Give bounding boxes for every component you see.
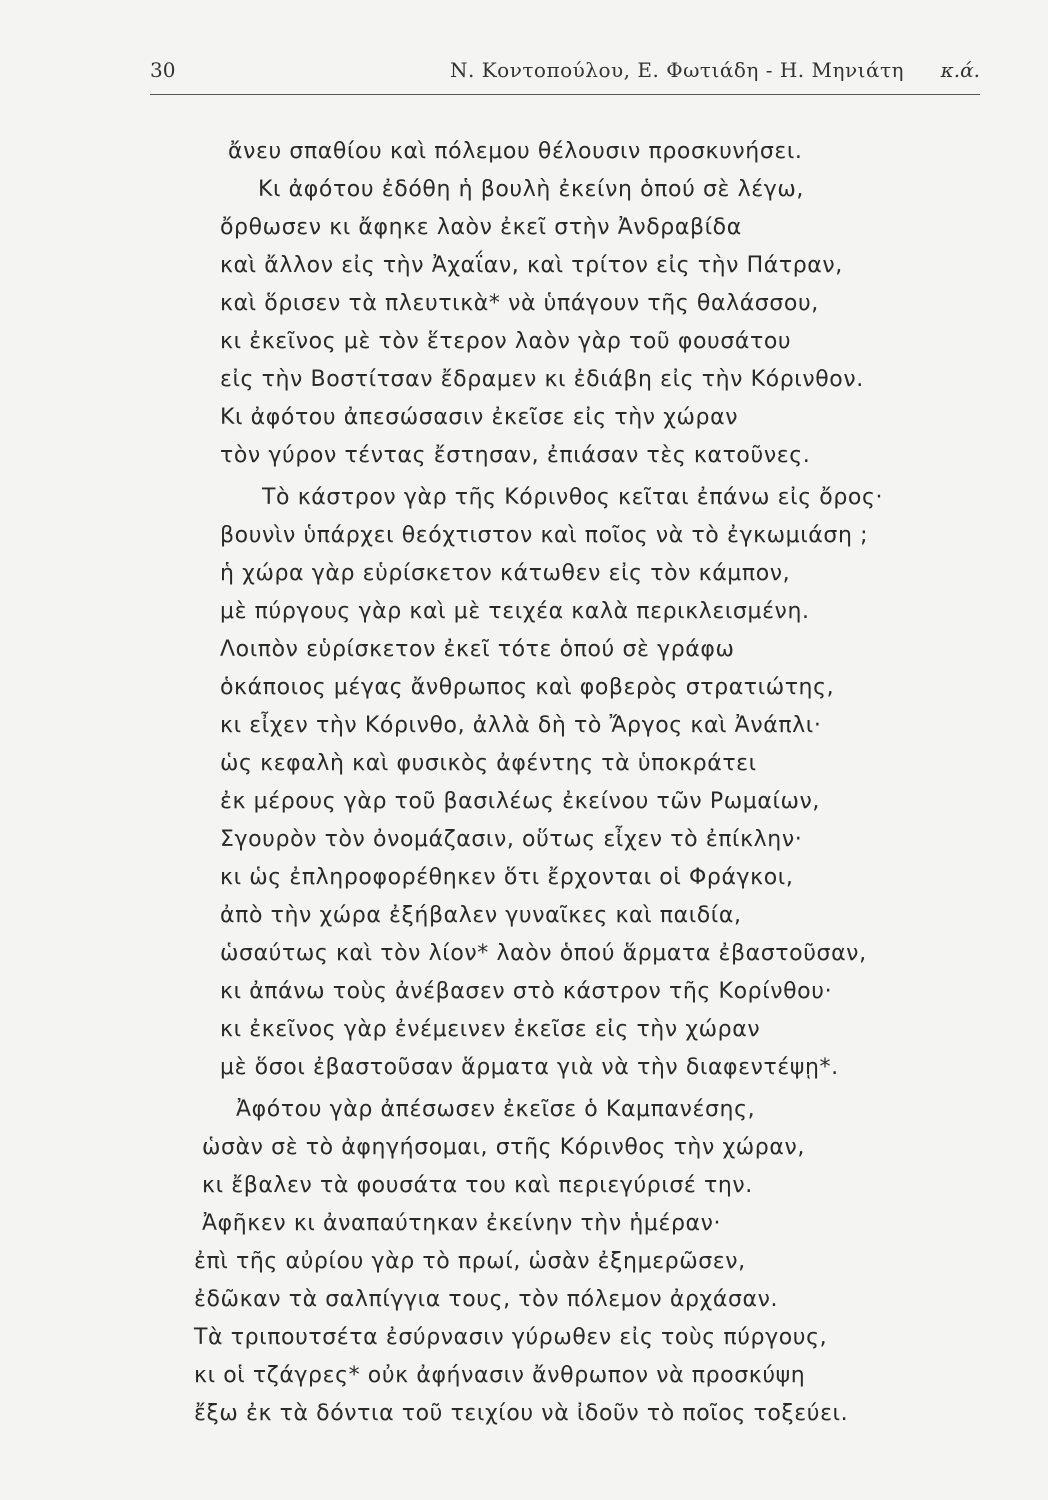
text-line: ἐδῶκαν τὰ σαλπίγγια τους, τὸν πόλεμον ἀρχάσαν. [194,1287,779,1312]
text-line: Τὰ τριπουτσέτα ἐσύρνασιν γύρωθεν εἰς τοὺς πύργους, [194,1325,828,1350]
text-line: κι ἀπάνω τοὺς ἀνέβασεν στὸ κάστρον τῆς Κορίνθου· [220,979,833,1004]
text-line: Κι ἀφότου ἀπεσώσασιν ἐκεῖσε εἰς τὴν χώραν [220,405,739,430]
text-line: ἀπὸ τὴν χώρα ἐξήβαλεν γυναῖκες καὶ παιδία, [220,903,742,928]
text-line: κι οἱ τζάγρες* οὐκ ἀφήνασιν ἄνθρωπον νὰ προσκύψη [194,1363,806,1388]
text-line: καὶ ἄλλον εἰς τὴν Ἀχαΐαν, καὶ τρίτον εἰς τὴν Πάτραν, [220,253,843,278]
text-line: μὲ ὅσοι ἐβαστοῦσαν ἅρματα γιὰ νὰ τὴν διαφεντέψῃ*. [220,1055,839,1080]
text-line: ὡς κεφαλὴ καὶ φυσικὸς ἀφέντης τὰ ὑποκράτει [220,751,757,776]
text-line: βουνὶν ὑπάρχει θεόχτιστον καὶ ποῖος νὰ τὸ ἐγκωμιάση ; [220,523,869,548]
text-line: Τὸ κάστρον γὰρ τῆς Κόρινθος κεῖται ἐπάνω εἰς ὄρος· [262,485,884,510]
text-line: ὄρθωσεν κι ἄφηκε λαὸν ἐκεῖ στὴν Ἀνδραβίδα [220,215,742,240]
text-line: ἐκ μέρους γὰρ τοῦ βασιλέως ἐκείνου τῶν Ρωμαίων, [220,789,821,814]
text-line: Κι ἀφότου ἐδόθη ἡ βουλὴ ἐκείνη ὁπού σὲ λέγω, [258,177,804,202]
running-head: Ν. Κοντοπούλου, Ε. Φωτιάδη - Η. Μηνιάτη [450,58,904,82]
text-line: Λοιπὸν εὑρίσκετον ἐκεῖ τότε ὁπού σὲ γράφω [220,637,735,662]
running-head-abbreviation: κ.ά. [940,58,980,82]
text-line: καὶ ὅρισεν τὰ πλευτικὰ* νὰ ὑπάγουν τῆς θαλάσσου, [220,291,819,316]
text-line: Σγουρὸν τὸν ὀνομάζασιν, οὕτως εἶχεν τὸ ἐπίκλην· [220,827,803,852]
text-line: τὸν γύρον τέντας ἔστησαν, ἐπιάσαν τὲς κατοῦνες. [220,443,811,468]
text-line: ἄνευ σπαθίου καὶ πόλεμου θέλουσιν προσκυνήσει. [228,139,803,164]
text-line: Ἀφῆκεν κι ἀναπαύτηκαν ἐκείνην τὴν ἡμέραν· [202,1211,722,1236]
text-line: κι ἐκεῖνος γὰρ ἐνέμεινεν ἐκεῖσε εἰς τὴν χώραν [220,1017,761,1042]
text-line: κι ἔβαλεν τὰ φουσάτα του καὶ περιεγύρισέ την. [202,1173,753,1198]
text-line: ὡσὰν σὲ τὸ ἀφηγήσομαι, στῆς Κόρινθος τὴν χώραν, [202,1135,805,1160]
text-line: Ἀφότου γὰρ ἀπέσωσεν ἐκεῖσε ὁ Καμπανέσης, [236,1097,756,1122]
text-line: κι ὡς ἐπληροφορέθηκεν ὅτι ἔρχονται οἱ Φράγκοι, [220,865,794,890]
text-line: μὲ πύργους γὰρ καὶ μὲ τειχέα καλὰ περικλεισμένη. [220,599,810,624]
text-line: ὡσαύτως καὶ τὸν λίον* λαὸν ὁπού ἅρματα ἐβαστοῦσαν, [220,941,867,966]
text-line: ἐπὶ τῆς αὐρίου γὰρ τὸ πρωί, ὡσὰν ἐξημερῶσεν, [194,1249,746,1274]
text-line: εἰς τὴν Βοστίτσαν ἔδραμεν κι ἐδιάβη εἰς τὴν Κόρινθον. [220,367,864,392]
text-line: ὁκάποιος μέγας ἄνθρωπος καὶ φοβερὸς στρατιώτης, [220,675,835,700]
text-line: ἡ χώρα γὰρ εὑρίσκετον κάτωθεν εἰς τὸν κάμπον, [220,561,791,586]
text-line: κι ἐκεῖνος μὲ τὸν ἕτερον λαὸν γὰρ τοῦ φουσάτου [220,329,792,354]
page-number: 30 [150,58,176,82]
text-line: ἔξω ἐκ τὰ δόντια τοῦ τειχίου νὰ ἰδοῦν τὸ ποῖος τοξεύει. [194,1401,849,1426]
text-line: κι εἶχεν τὴν Κόρινθο, ἀλλὰ δὴ τὸ Ἄργος καὶ Ἀνάπλι· [220,713,822,738]
